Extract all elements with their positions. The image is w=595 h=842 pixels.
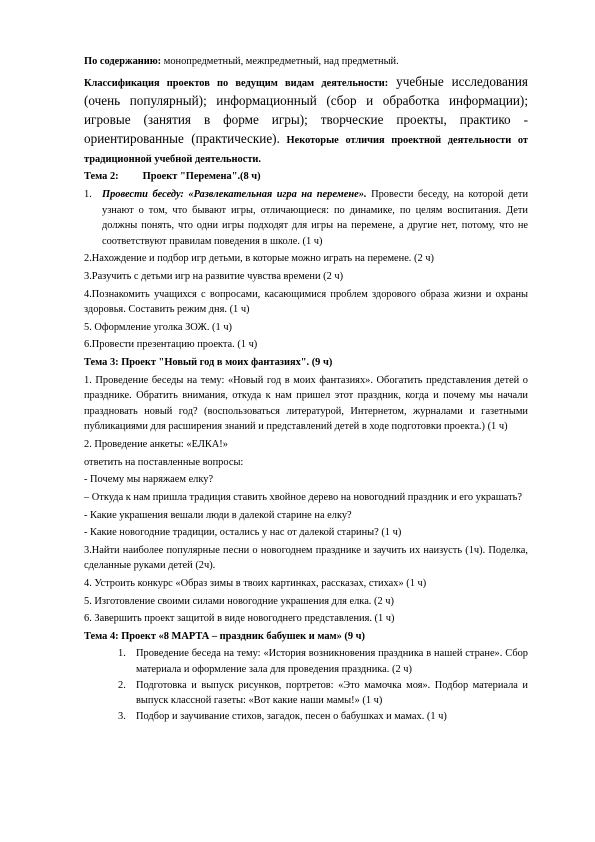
theme2-line: 5. Оформление уголка ЗОЖ. (1 ч) — [84, 321, 232, 333]
list-item-text: Подбор и заучивание стихов, загадок, песен о бабушках и мамах. (1 ч) — [136, 710, 447, 722]
theme3-heading: Тема 3: Проект "Новый год в моих фантазиях". (9 ч) — [84, 357, 333, 369]
classification-paragraph — [84, 72, 528, 168]
list-item-italic: Провести беседу: «Развлекательная игра на перемене». — [102, 188, 367, 200]
theme2-line: 2.Нахождение и подбор игр детьми, в которые можно играть на перемене. (2 ч) — [84, 253, 434, 265]
theme3-paragraph: ответить на поставленные вопросы: — [84, 456, 244, 468]
theme2-line: 6.Провести презентацию проекта. (1 ч) — [84, 339, 258, 351]
list-item — [118, 678, 528, 709]
list-item-text: Провести беседу, на которой дети узнают о том, что бывают игры, отличающиеся: по динамике, по целям воспитания. Дети должны понять, что одни игры подходят для игры на перемене, а другие нет, потому, что не соответствуют правилам поведения в школе. (1 ч) — [102, 188, 529, 247]
theme3-paragraph: 4. Устроить конкурс «Образ зимы в твоих картинках, рассказах, стихах» (1 ч) — [84, 577, 427, 589]
theme3-paragraph: 5. Изготовление своими силами новогодние украшения для елка. (2 ч) — [84, 595, 394, 607]
theme3-paragraph: 1. Проведение беседы на тему: «Новый год в моих фантазиях». Обогатить представления детей о празднике. Обратить внимания, откуда к нам пришел этот праздник, когда и почему мы начали праздновать новый год? (воспользоваться литературой, Интернетом, журналами и газетными публикациями для расширения знаний и представлений детей в ходе подготовки проекта.) (1 ч) — [84, 374, 528, 433]
theme2-line: 4.Познакомить учащихся с вопросами, касающимися проблем здорового образа жизни и охраны здоровья. Составить режим дня. (1 ч) — [84, 288, 528, 316]
theme2-heading-title: Проект "Перемена".(8 ч) — [142, 171, 261, 183]
list-item-text: Проведение беседа на тему: «История возникновения праздника в нашей стране». Сбор материала и оформление зала для проведения праздника. (2 ч) — [136, 648, 528, 675]
list-item-number: 1. — [84, 188, 92, 200]
classification-note: Некоторые отличия проектной деятельности от традиционной учебной деятельности. — [84, 135, 528, 166]
theme2-numbered-list — [84, 187, 528, 249]
content-type-line — [84, 54, 528, 70]
theme3-paragraph: – Откуда к нам пришла традиция ставить хвойное дерево на новогодний праздник и его украшать? — [84, 491, 522, 503]
list-item-number: 1. — [118, 648, 126, 660]
list-item — [84, 187, 528, 249]
list-item — [118, 646, 528, 677]
theme2-heading — [84, 169, 528, 185]
content-type-label: По содержанию: — [84, 56, 162, 67]
list-item-number: 2. — [118, 679, 126, 691]
list-item-text: Подготовка и выпуск рисунков, портретов: «Это мамочка моя». Подбор материала и выпуск классной газеты: «Вот какие наши мамы!» (1 ч) — [136, 679, 528, 707]
classification-label: Классификация проектов по ведущим видам деятельности: — [84, 77, 389, 89]
theme3-paragraph: - Какие украшения вешали люди в далекой старине на елку? — [84, 509, 352, 521]
theme2-line: 3.Разучить с детьми игр на развитие чувства времени (2 ч) — [84, 270, 344, 282]
content-type-text: монопредметный, межпредметный, над предметный. — [161, 56, 399, 67]
theme3-paragraph: 3.Найти наиболее популярные песни о новогоднем празднике и заучить их наизусть (1ч). Поделка, сделанные руками детей (2ч). — [84, 544, 528, 572]
theme2-heading-label: Тема 2: — [84, 171, 119, 183]
list-item-number: 3. — [118, 710, 126, 722]
theme4-heading: Тема 4: Проект «8 МАРТА – праздник бабушек и мам» (9 ч) — [84, 630, 365, 642]
classification-text: учебные исследования (очень популярный); информационный (сбор и обработка информации); игровые (занятия в форме игры); творческие проекты, практико - ориентированные (практические). — [84, 73, 528, 147]
theme3-paragraph: - Какие новогодние традиции, остались у нас от далекой старины? (1 ч) — [84, 527, 402, 539]
theme3-paragraph: 6. Завершить проект защитой в виде новогоднего представления. (1 ч) — [84, 613, 395, 625]
document-body — [84, 54, 528, 726]
theme4-numbered-list — [84, 646, 528, 724]
theme3-paragraph: 2. Проведение анкеты: «ЕЛКА!» — [84, 439, 228, 451]
list-item — [118, 709, 528, 725]
theme3-paragraph: - Почему мы наряжаем елку? — [84, 474, 214, 486]
